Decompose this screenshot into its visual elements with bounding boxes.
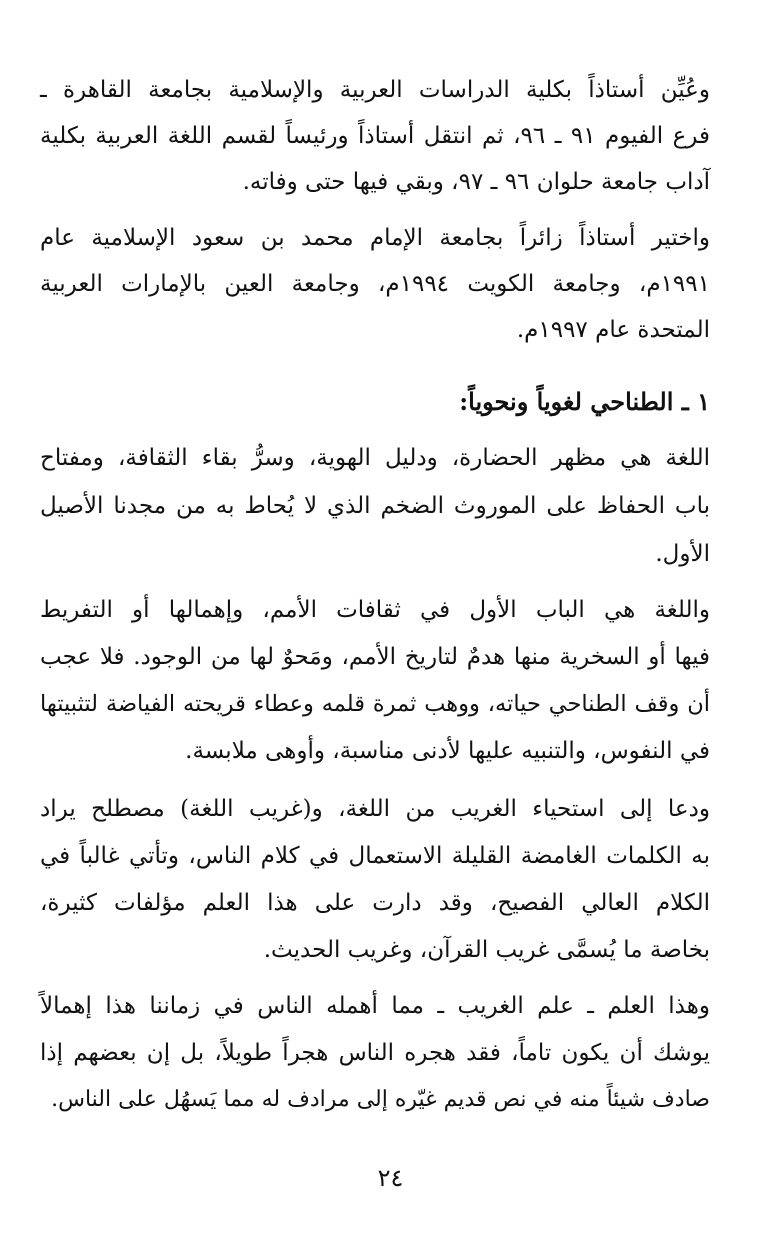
section-paragraph-4-line-3: صادف شيئاً منه في نص قديم غيّره إلى مرادف له مما يَسهُل على الناس. (51, 1087, 710, 1112)
section-paragraph-1-line-3: الأول. (655, 541, 710, 567)
section-paragraph-3-line-3: الكلام العالي الفصيح، وقد دارت على هذا العلم مؤلفات كثيرة، (40, 890, 710, 916)
page-number: ٢٤ (377, 1164, 404, 1192)
section-paragraph-3-line-1: ودعا إلى استحياء الغريب من اللغة، و(غريب اللغة) مصطلح يراد (40, 796, 710, 822)
section-paragraph-1-line-1: اللغة هي مظهر الحضارة، ودليل الهوية، وسرُّ بقاء الثقافة، ومفتاح (40, 445, 710, 471)
paragraph-1-line-3: آداب جامعة حلوان ٩٦ ـ ٩٧، وبقي فيها حتى وفاته. (242, 169, 710, 195)
section-paragraph-4-line-1: وهذا العلم ـ علم الغريب ـ مما أهمله الناس في زماننا هذا إهمالاً (40, 993, 710, 1019)
section-paragraph-2-line-1: واللغة هي الباب الأول في ثقافات الأمم، وإهمالها أو التفريط (40, 597, 710, 623)
paragraph-1-line-1: وعُيِّن أستاذاً بكلية الدراسات العربية والإسلامية بجامعة القاهرة ـ (40, 77, 710, 103)
section-paragraph-1-line-2: باب الحفاظ على الموروث الضخم الذي لا يُحاط به من مجدنا الأصيل (40, 493, 710, 519)
section-paragraph-3-line-4: بخاصة ما يُسمَّى غريب القرآن، وغريب الحديث. (263, 937, 710, 963)
paragraph-1-line-2: فرع الفيوم ٩١ ـ ٩٦، ثم انتقل أستاذاً ورئيساً لقسم اللغة العربية بكلية (40, 123, 710, 149)
section-paragraph-3-line-2: به الكلمات الغامضة القليلة الاستعمال في كلام الناس، وتأتي غالباً في (40, 843, 710, 869)
paragraph-2-line-2: ١٩٩١م، وجامعة الكويت ١٩٩٤م، وجامعة العين بالإمارات العربية (40, 271, 710, 297)
paragraph-2-line-1: واختير أستاذاً زائراً بجامعة الإمام محمد بن سعود الإسلامية عام (40, 225, 710, 251)
section-paragraph-4-line-2: يوشك أن يكون تاماً، فقد هجره الناس هجراً طويلاً، بل إن بعضهم إذا (40, 1040, 710, 1066)
paragraph-2-line-3: المتحدة عام ١٩٩٧م. (516, 317, 710, 343)
section-paragraph-2-line-3: أن وقف الطناحي حياته، ووهب ثمرة قلمه وعطاء قريحته الفياضة لتثبيتها (40, 691, 710, 717)
section-paragraph-2-line-4: في النفوس، والتنبيه عليها لأدنى مناسبة، وأوهى ملابسة. (185, 738, 710, 764)
section-heading: ١ ـ الطناحي لغوياً ونحوياً: (459, 387, 710, 416)
section-paragraph-2-line-2: فيها أو السخرية منها هدمٌ لتاريخ الأمم، ومَحوٌ لها من الوجود. فلا عجب (40, 644, 710, 670)
